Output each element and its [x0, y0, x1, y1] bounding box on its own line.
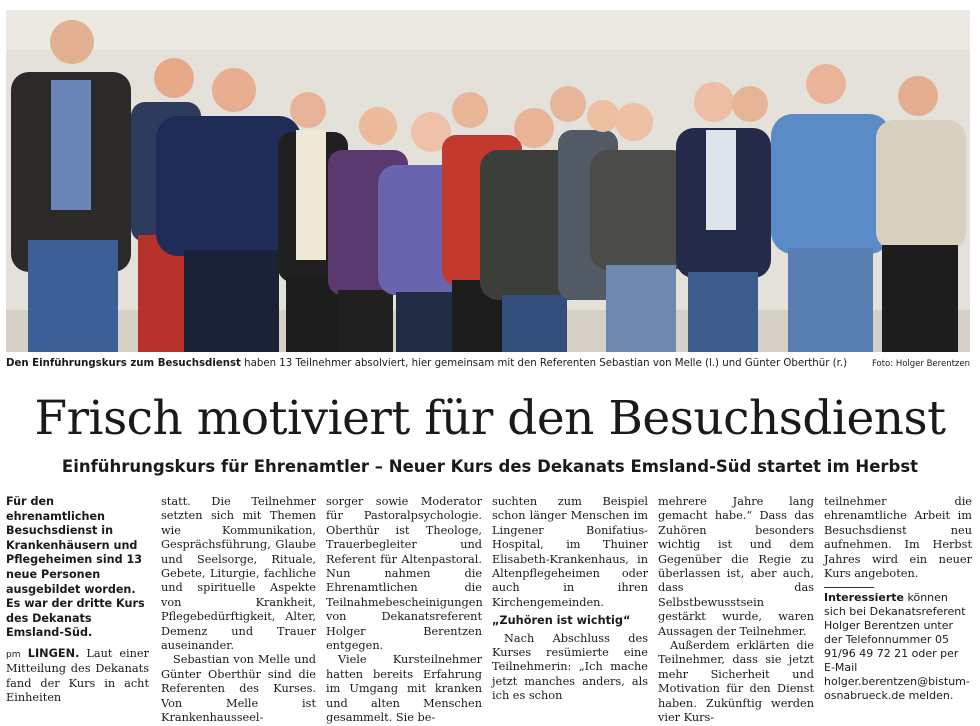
headline: Frisch motiviert für den Besuchsdienst [34, 391, 946, 446]
column-6-p1: teilnehmer die ehrenamtliche Arbeit im Besuchsdienst neu aufnehmen. Im Herbst Jahres wird ein neuer Kurs angeboten. [824, 495, 972, 581]
column-1 [6, 495, 149, 705]
dateline-prefix: pm [6, 649, 21, 660]
info-text: können sich bei Dekanatsreferent Holger Berentzen unter der Telefonnummer 05 91/96 49 72 21 oder per E-Mail holger.berentzen@bistum-osnabrueck.de melden. [824, 591, 970, 703]
subheadline: Einführungskurs für Ehrenamtler – Neuer Kurs des Dekanats Emsland-Süd startet im Herbst [61, 457, 919, 476]
caption-text: haben 13 Teilnehmer absolviert, hier gemeinsam mit den Referenten Sebastian von Melle (l.) und Günter Oberthür (r.) [240, 358, 848, 369]
column-1-text: Laut einer Mitteilung des Dekanats fand der Kurs in acht Einheiten [6, 646, 149, 705]
column-5 [658, 495, 814, 725]
info-bold: Interessierte [824, 591, 904, 605]
dateline [6, 647, 79, 660]
column-4 [492, 495, 648, 703]
column-5-p1: mehrere Jahre lang gemacht habe.“ Dass das Zuhören besonders wichtig ist und dem Gegenüber die Regie zu überlassen ist, aber auch, dass das Selbstbewusstsein gestärkt wurde, waren Aussagen der Teilnehmer. [658, 495, 814, 638]
lead-paragraph: Für den ehrenamtlichen Besuchsdienst in Krankenhäusern und Pflegeheimen sind 13 neue Personen ausgebildet worden. Es war der dritte Kurs des Dekanats Emsland-Süd. [6, 495, 145, 640]
article-body [6, 495, 972, 725]
column-4-p2: Nach Abschluss des Kurses resümierte eine Teilnehmerin: „Ich mache jetzt manches anders, als ich es schon [492, 631, 648, 703]
column-2-p2: Sebastian von Melle und Günter Oberthür sind die Referenten des Kurses. Von Melle ist Krankenhausseel- [161, 653, 316, 725]
photo-credit: Foto: Holger Berentzen [871, 359, 970, 369]
caption-bold: Den Einführungskurs zum Besuchsdienst [6, 358, 241, 369]
column-4-p1: suchten zum Beispiel schon länger Menschen im Lingener Bonifatius-Hospital, im Thuiner Elisabeth-Krankenhaus, in Altenpflegeheimen oder auch in ihren Kirchengemeinden. [492, 495, 648, 609]
column-2-p1: statt. Die Teilnehmer setzten sich mit Themen wie Kommunikation, Gesprächsführung, Glaube und Seelsorge, Rituale, Gebete, Liturgie, fachliche und spirituelle Aspekte von Krankheit, Pflegebedürftigkeit, Alter, Demenz und Trauer auseinander. [161, 495, 316, 653]
column-3 [326, 495, 483, 725]
column-6 [824, 495, 972, 703]
info-box [824, 591, 972, 703]
group-photo-illustration [6, 10, 970, 352]
column-5-p2: Außerdem erklärten die Teilnehmer, dass sie jetzt mehr Sicherheit und Motivation für den Dienst haben. Zukünftig werden vier Kurs- [658, 639, 814, 725]
column-4-subtitle: „Zuhören ist wichtig“ [492, 614, 631, 628]
photo-caption [6, 356, 970, 372]
column-3-p2: Viele Kursteilnehmer hatten bereits Erfahrung im Umgang mit kranken und alten Menschen gesammelt. Sie be- [326, 653, 482, 725]
column-3-p1: sorger sowie Moderator für Pastoralpsychologie. Oberthür ist Theologe, Trauerbegleiter und Referent für Altenpastoral. Nun nahmen die Ehrenamtlichen die Teilnahmebescheinigungen von Dekanatsreferent Holger Berentzen entgegen. [326, 495, 483, 653]
group-photo [6, 10, 970, 352]
dateline-city: LINGEN. [27, 646, 80, 660]
dateline-paragraph [6, 647, 149, 706]
column-2 [161, 495, 316, 725]
